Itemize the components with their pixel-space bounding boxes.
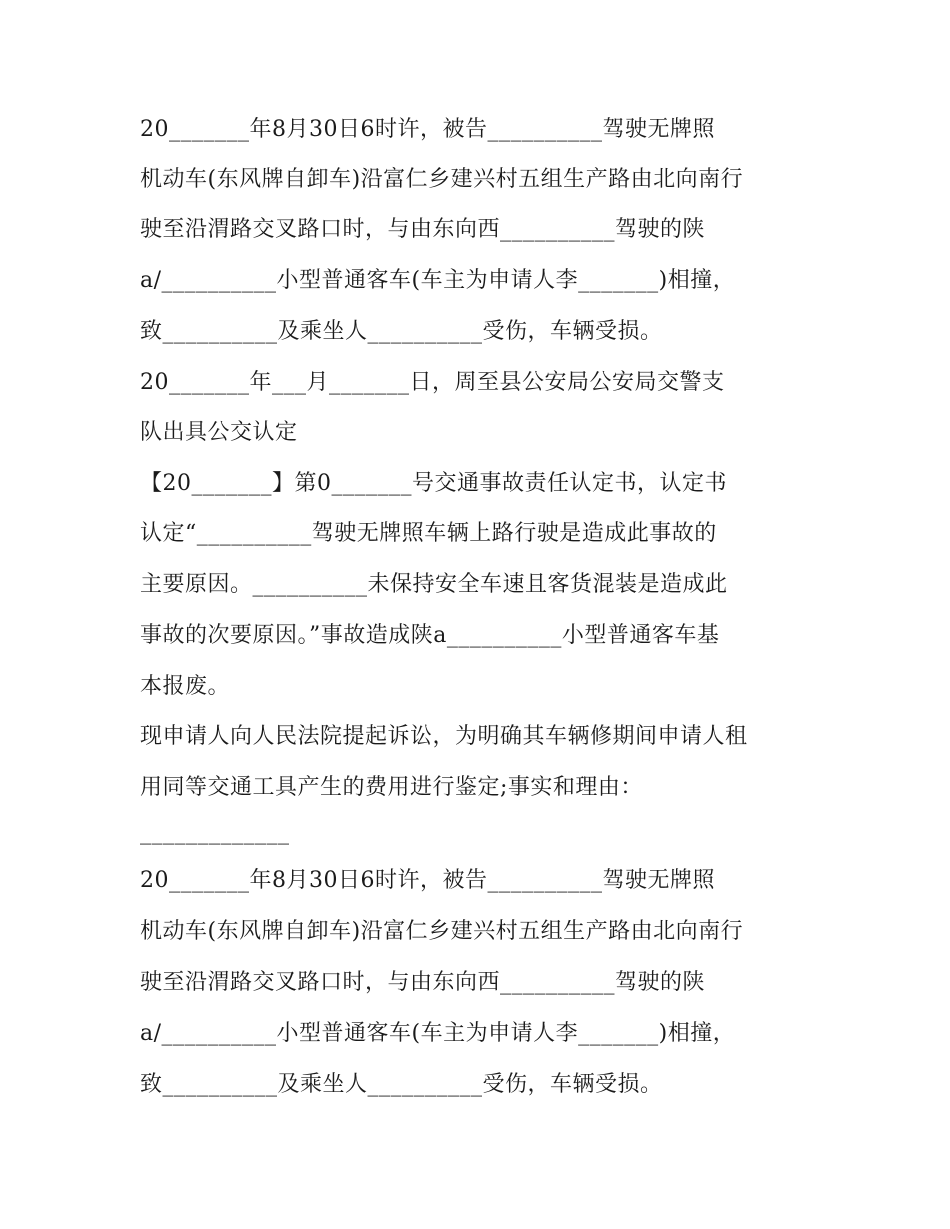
text-line: a/__________小型普通客车(车主为申请人李_______)相撞， bbox=[140, 1021, 736, 1046]
text-line: 致__________及乘坐人__________受伤，车辆受损。 bbox=[140, 319, 663, 344]
text-line: 队出具公交认定 bbox=[140, 420, 298, 445]
text-line: 现申请人向人民法院提起诉讼，为明确其车辆修期间申请人租 bbox=[140, 724, 748, 749]
text-line: a/__________小型普通客车(车主为申请人李_______)相撞， bbox=[140, 268, 736, 293]
text-line: 驶至沿渭路交叉路口时，与由东向西__________驾驶的陕 bbox=[140, 217, 706, 242]
text-line: 机动车(东风牌自卸车)沿富仁乡建兴村五组生产路由北向南行 bbox=[140, 167, 744, 192]
text-line: 机动车(东风牌自卸车)沿富仁乡建兴村五组生产路由北向南行 bbox=[140, 919, 744, 944]
text-line: 20_______年___月_______日，周至县公安局公安局交警支 bbox=[140, 370, 725, 395]
text-line: 事故的次要原因。”事故造成陕a__________小型普通客车基 bbox=[140, 623, 720, 648]
text-line: 主要原因。__________未保持安全车速且客货混装是造成此 bbox=[140, 572, 728, 597]
text-line: 【20_______】第0_______号交通事故责任认定书，认定书 bbox=[140, 471, 727, 496]
text-line: 致__________及乘坐人__________受伤，车辆受损。 bbox=[140, 1072, 663, 1097]
text-line: 20_______年8月30日6时许，被告__________驾驶无牌照 bbox=[140, 868, 715, 893]
text-line: 认定“__________驾驶无牌照车辆上路行驶是造成此事故的 bbox=[140, 521, 717, 546]
text-line: 用同等交通工具产生的费用进行鉴定;事实和理由： bbox=[140, 775, 643, 800]
text-line: _____________ bbox=[140, 820, 290, 845]
text-line: 驶至沿渭路交叉路口时，与由东向西__________驾驶的陕 bbox=[140, 970, 706, 995]
text-line: 20_______年8月30日6时许，被告__________驾驶无牌照 bbox=[140, 117, 715, 142]
text-line: 本报废。 bbox=[140, 674, 231, 699]
